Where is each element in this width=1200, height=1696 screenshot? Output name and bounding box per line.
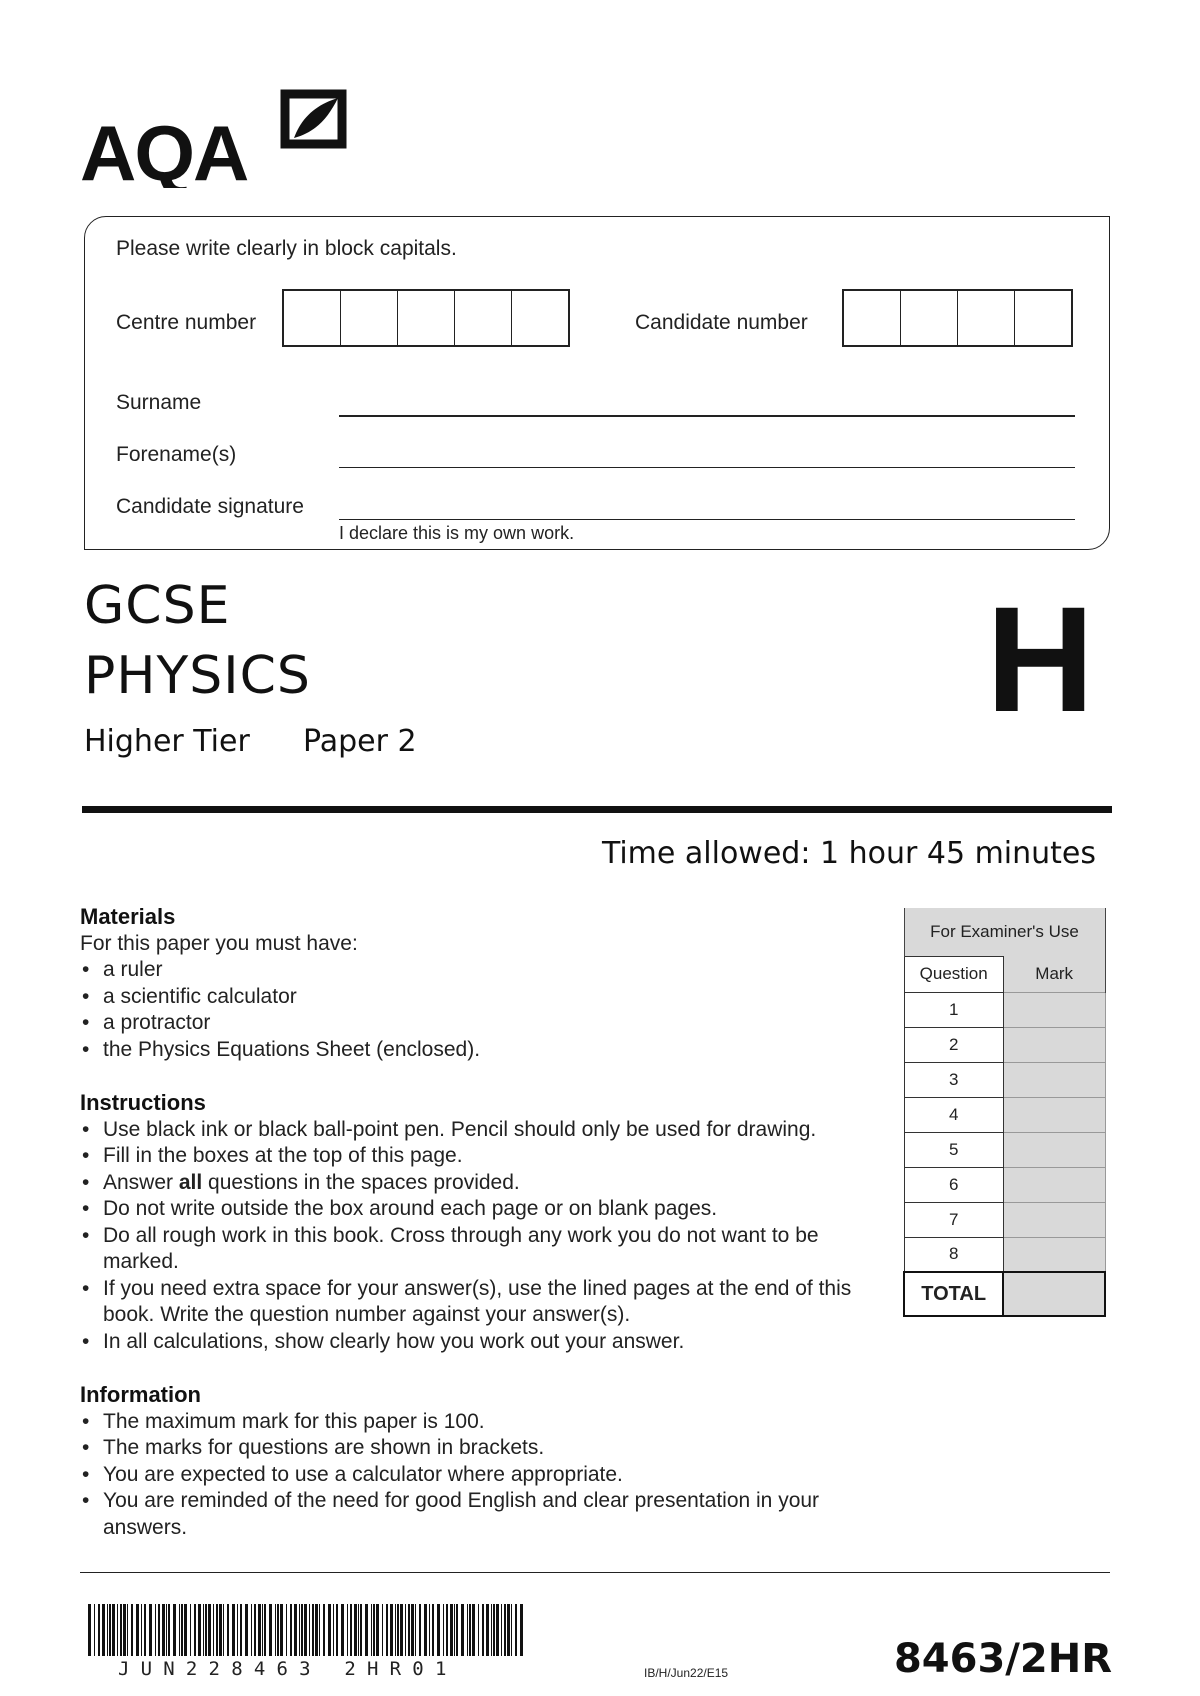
table-row — [904, 992, 1105, 1027]
paper-code: 8463/2HR — [893, 1636, 1112, 1682]
aqa-logo — [80, 88, 350, 188]
declaration-text: I declare this is my own work. — [339, 523, 575, 543]
mark-cell — [1003, 1132, 1105, 1167]
total-label: TOTAL — [904, 1272, 1003, 1316]
question-number-cell: 3 — [904, 1062, 1003, 1097]
question-number-cell: 1 — [904, 992, 1003, 1027]
table-row — [904, 1027, 1105, 1062]
question-number-cell: 8 — [904, 1237, 1003, 1272]
question-number-cell: 5 — [904, 1132, 1003, 1167]
list-item: • You are reminded of the need for good English and clear presentation in your answers. — [80, 1488, 843, 1541]
list-item: • Do all rough work in this book. Cross through any work you do not want to be marked. — [80, 1223, 853, 1276]
mark-cell — [1003, 1237, 1105, 1272]
table-row — [904, 1167, 1105, 1202]
list-item: • Do not write outside the box around each page or on blank pages. — [80, 1196, 880, 1223]
information-heading: Information — [80, 1382, 201, 1407]
subject-title: PHYSICS — [84, 646, 311, 706]
question-number-cell: 2 — [904, 1027, 1003, 1062]
list-item: • If you need extra space for your answer(s), use the lined pages at the end of this book. Write the question number against your answer(s). — [80, 1276, 893, 1329]
examiner-table-header: For Examiner's Use — [904, 908, 1105, 956]
forename-label: Forename(s) — [116, 443, 237, 466]
instructions-section — [80, 1090, 880, 1355]
tier-label: Higher Tier — [84, 724, 250, 759]
question-column-header: Question — [904, 956, 1003, 992]
svg-text:AQA: AQA — [80, 109, 248, 188]
forename-field[interactable] — [339, 467, 1075, 468]
materials-section — [80, 904, 880, 1063]
mark-cell — [1003, 1027, 1105, 1062]
surname-field[interactable] — [339, 415, 1075, 417]
question-number-cell: 7 — [904, 1202, 1003, 1237]
mark-cell — [1003, 1062, 1105, 1097]
barcode-text: JUN228463 2HR01 — [118, 1658, 458, 1680]
barcode — [88, 1604, 528, 1656]
examiner-use-table — [903, 908, 1106, 1317]
tier-letter: H — [986, 575, 1095, 743]
paper-label: Paper 2 — [303, 724, 417, 759]
signature-label: Candidate signature — [116, 495, 304, 518]
table-row — [904, 1237, 1105, 1272]
candidate-number-boxes[interactable] — [842, 289, 1073, 347]
list-item: • Use black ink or black ball-point pen. Pencil should only be used for drawing. — [80, 1117, 880, 1144]
mark-column-header: Mark — [1003, 956, 1105, 992]
surname-label: Surname — [116, 391, 202, 414]
block-capitals-instruction: Please write clearly in block capitals. — [116, 237, 457, 260]
title-divider — [82, 806, 1112, 813]
candidate-details-box — [84, 216, 1110, 550]
mark-cell — [1003, 1202, 1105, 1237]
list-item — [80, 1170, 880, 1197]
qualification-level: GCSE — [84, 576, 231, 636]
total-mark-cell — [1003, 1272, 1105, 1316]
materials-intro: For this paper you must have: — [80, 931, 358, 955]
instructions-heading: Instructions — [80, 1090, 206, 1115]
answer-all-text: Answer all questions in the spaces provided. — [103, 1170, 520, 1194]
footer-divider — [80, 1572, 1110, 1573]
table-row — [904, 1062, 1105, 1097]
list-item: • In all calculations, show clearly how you work out your answer. — [80, 1329, 880, 1356]
signature-field[interactable] — [339, 519, 1075, 520]
centre-number-boxes[interactable] — [282, 289, 570, 347]
mark-cell — [1003, 1097, 1105, 1132]
materials-heading: Materials — [80, 904, 176, 929]
table-row — [904, 1132, 1105, 1167]
candidate-number-label: Candidate number — [635, 311, 808, 334]
document-reference: IB/H/Jun22/E15 — [644, 1666, 729, 1680]
centre-number-label: Centre number — [116, 311, 257, 334]
table-row — [904, 1097, 1105, 1132]
list-item: • a scientific calculator — [80, 984, 880, 1011]
list-item: • The marks for questions are shown in brackets. — [80, 1435, 880, 1462]
information-section — [80, 1382, 880, 1541]
question-number-cell: 6 — [904, 1167, 1003, 1202]
list-item: • a protractor — [80, 1010, 880, 1037]
table-row — [904, 1202, 1105, 1237]
time-allowed: Time allowed: 1 hour 45 minutes — [601, 836, 1096, 871]
list-item: • Fill in the boxes at the top of this page. — [80, 1143, 880, 1170]
mark-cell — [1003, 992, 1105, 1027]
list-item: • the Physics Equations Sheet (enclosed). — [80, 1037, 880, 1064]
list-item: • a ruler — [80, 957, 880, 984]
mark-cell — [1003, 1167, 1105, 1202]
question-number-cell: 4 — [904, 1097, 1003, 1132]
list-item: • The maximum mark for this paper is 100. — [80, 1409, 880, 1436]
list-item: • You are expected to use a calculator where appropriate. — [80, 1462, 880, 1489]
